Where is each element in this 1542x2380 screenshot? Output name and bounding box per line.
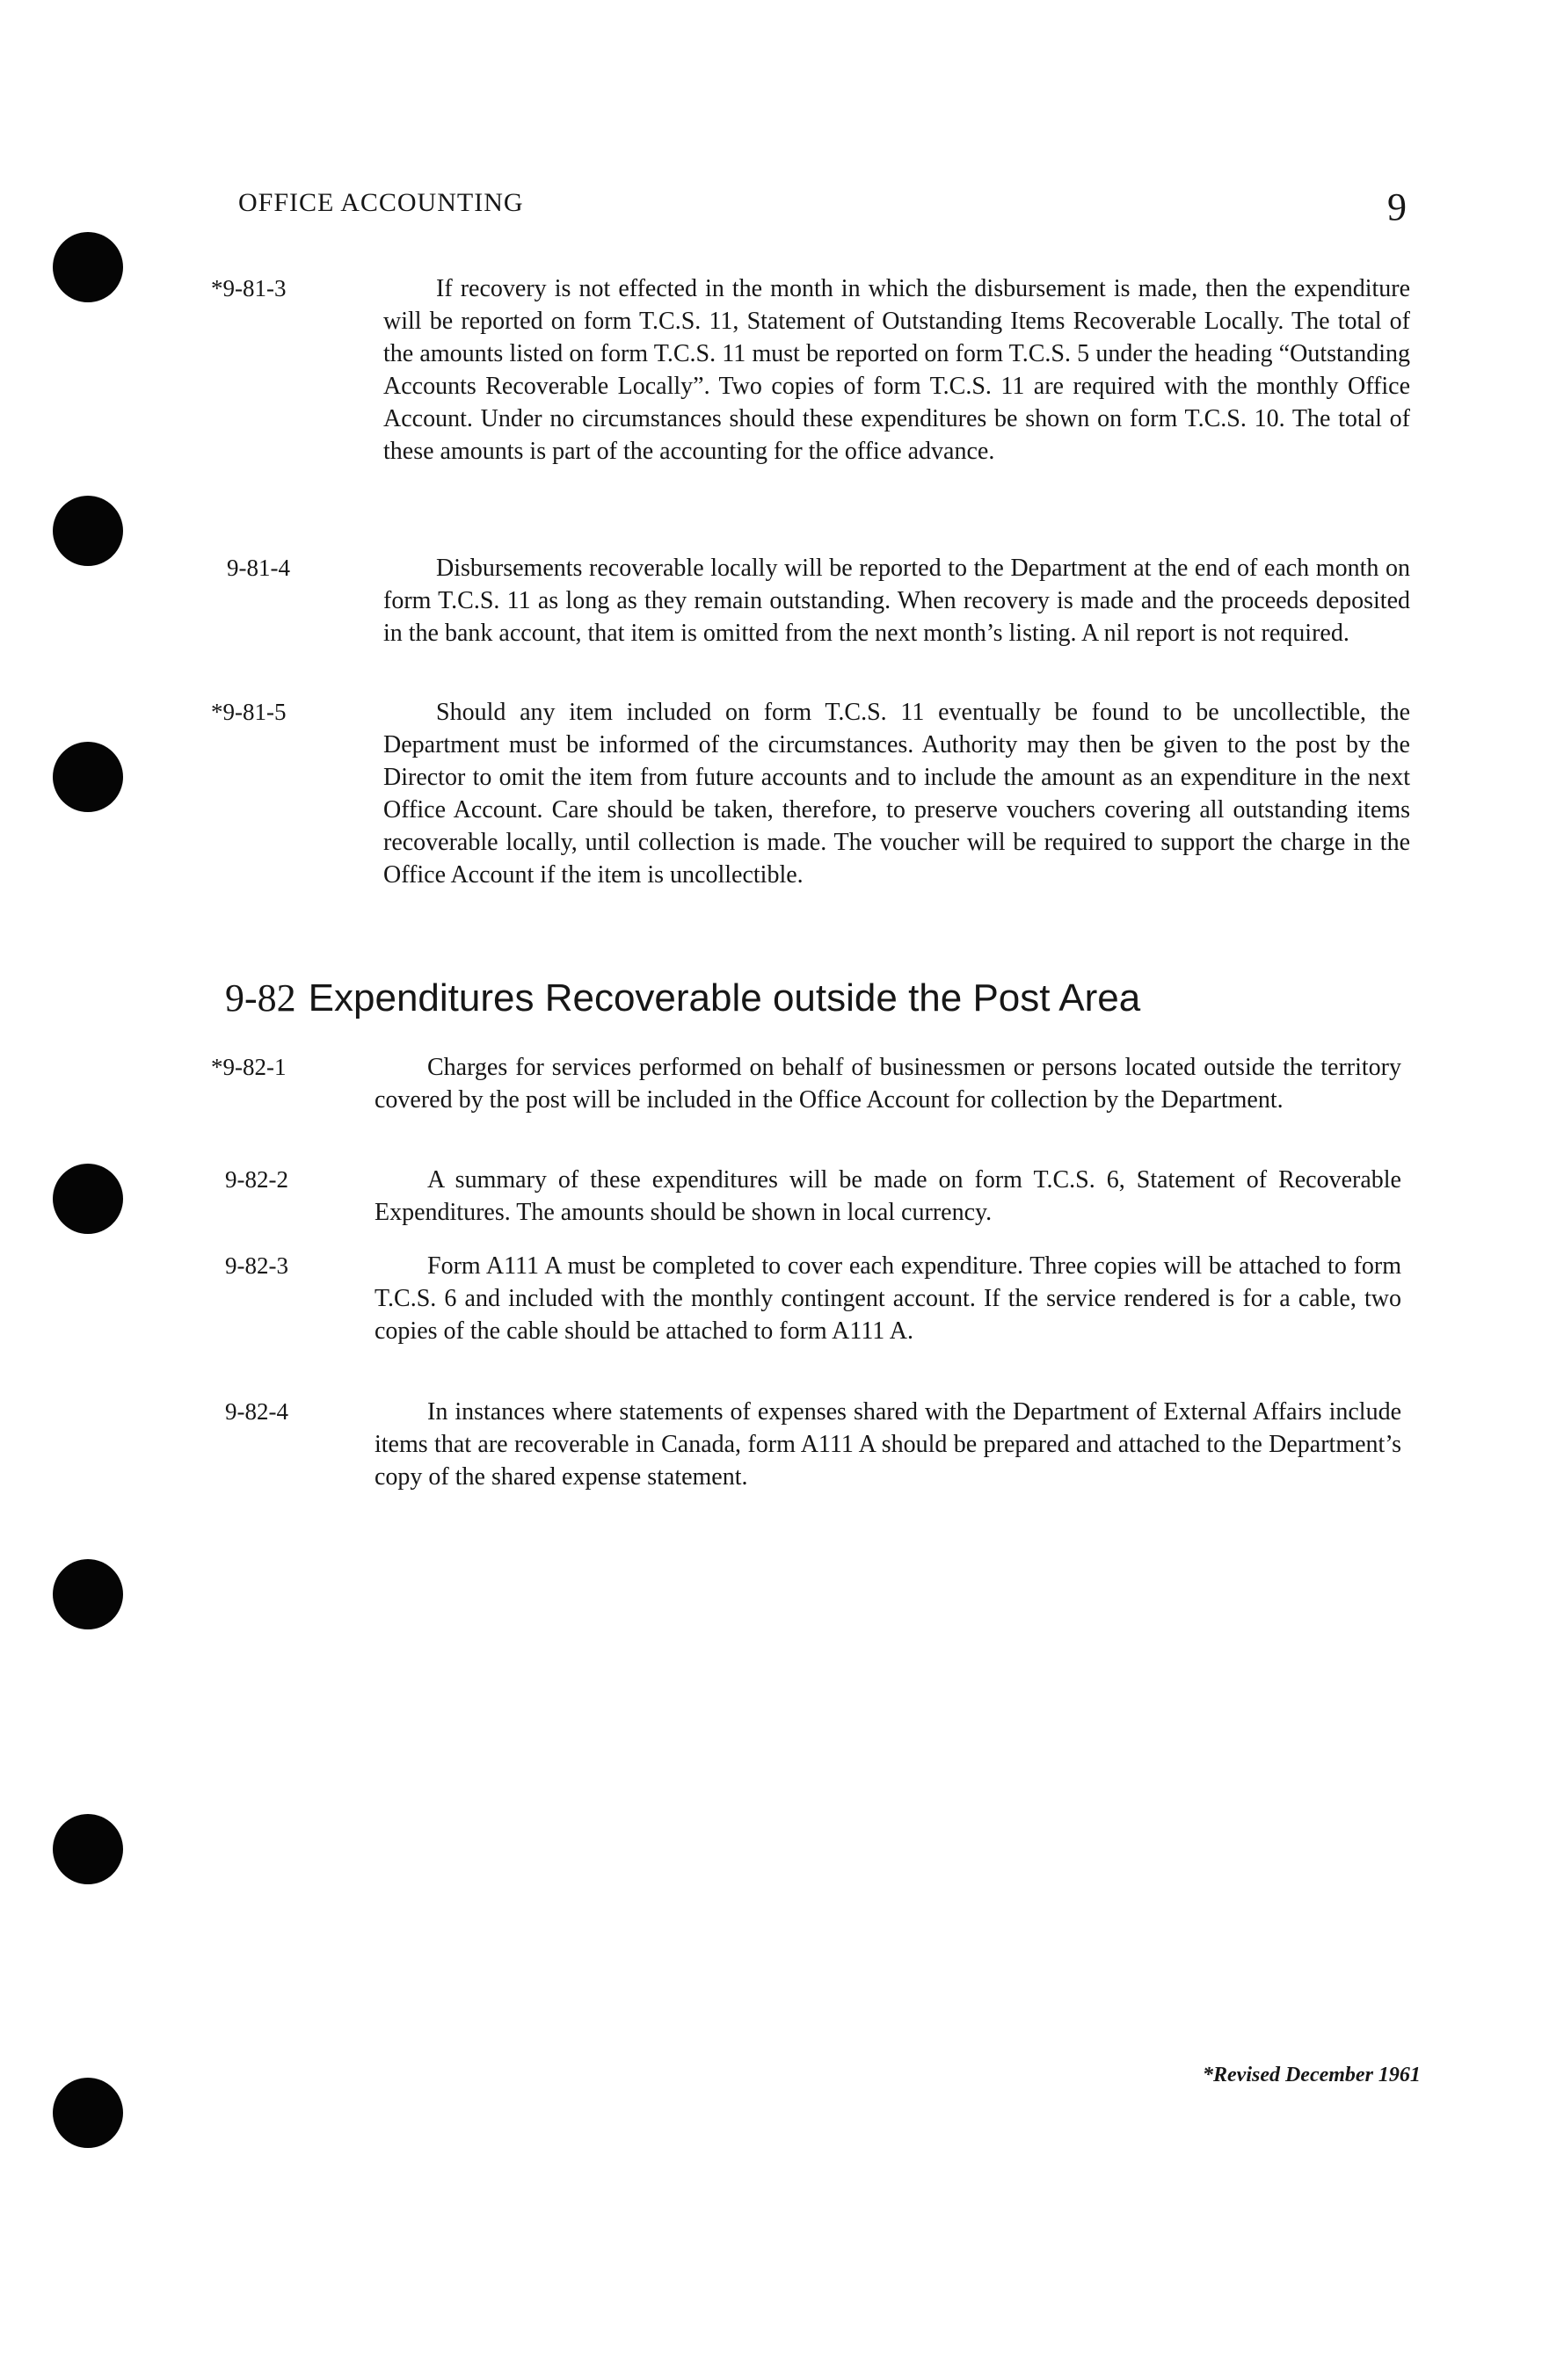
paragraph-number: 9-82-4 [225,1398,288,1425]
punch-hole [53,1164,123,1234]
punch-hole [53,232,123,302]
paragraph-text: A summary of these expenditures will be made on form T.C.S. 6, Statement of Recoverable Expenditures. The amounts should be shown in local currency. [375,1166,1401,1226]
paragraph-number: 9-82-3 [225,1252,288,1279]
paragraph-text: If recovery is not effected in the month in which the disbursement is made, then the expenditure will be reported on form T.C.S. 11, Statement of Outstanding Items Recoverable Locally. The total of the amounts listed on form T.C.S. 11 must be reported on form T.C.S. 5 under the heading “Outstanding Accounts Recoverable Locally”. Two copies of form T.C.S. 11 are required with the monthly Office Account. Under no circumstances should these expenditures be shown on form T.C.S. 10. The total of these amounts is part of the accounting for the office advance. [383,275,1410,465]
paragraph-number: *9-81-3 [211,275,287,301]
section-heading [225,974,1140,1023]
punch-hole [53,1814,123,1884]
paragraph-number: 9-81-4 [227,555,290,581]
section-number: 9-82 [225,976,296,1019]
revision-note: *Revised December 1961 [1203,2064,1421,2086]
paragraph-text: Form A111 A must be completed to cover each expenditure. Three copies will be attached to form T.C.S. 6 and included with the monthly contingent account. If the service rendered is for a cable, two copies of the cable should be attached to form A111 A. [375,1252,1401,1345]
running-header: OFFICE ACCOUNTING [238,188,524,217]
punch-hole [53,742,123,812]
paragraph-text: Charges for services performed on behalf of businessmen or persons located outside the territory covered by the post will be included in the Office Account for collection by the Department. [375,1054,1401,1114]
section-title: Expenditures Recoverable outside the Post Area [308,976,1141,1019]
punch-hole [53,1559,123,1629]
punch-hole [53,496,123,566]
paragraph-number: *9-81-5 [211,699,287,725]
paragraph-number: 9-82-2 [225,1166,288,1193]
page-number: 9 [1387,185,1407,229]
paragraph-number: *9-82-1 [211,1054,287,1080]
paragraph-text: In instances where statements of expenses shared with the Department of External Affairs include items that are recoverable in Canada, form A111 A should be prepared and attached to the Department’s copy of the shared expense statement. [375,1398,1401,1491]
punch-hole [53,2078,123,2148]
paragraph-text: Should any item included on form T.C.S. 11 eventually be found to be uncollectible, the Department must be informed of the circumstances. Authority may then be given to the post by the Director to omit the item from future accounts and to include the amount as an expenditure in the next Office Account. Care should be taken, therefore, to preserve vouchers covering all outstanding items recoverable locally, until collection is made. The voucher will be required to support the charge in the Office Account if the item is uncollectible. [383,699,1410,889]
paragraph-text: Disbursements recoverable locally will be reported to the Department at the end of each month on form T.C.S. 11 as long as they remain outstanding. When recovery is made and the proceeds deposited in the bank account, that item is omitted from the next month’s listing. A nil report is not required. [383,555,1410,647]
